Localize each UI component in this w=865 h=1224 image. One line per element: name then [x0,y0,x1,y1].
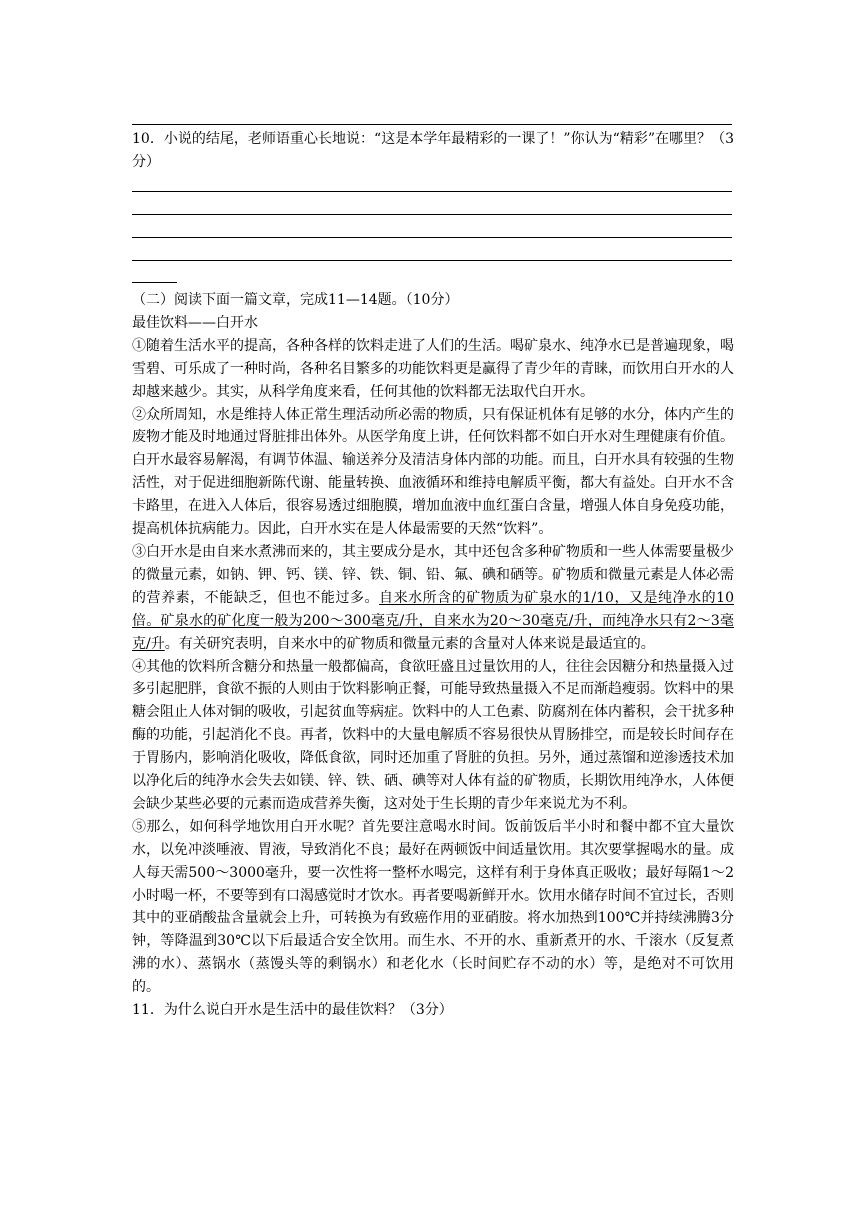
answer-line-4[interactable] [132,260,732,261]
answer-line-1[interactable] [132,191,732,192]
paragraph-3-tail: 。有关研究表明，自来水中的矿物质和微量元素的含量对人体来说是最适宜的。 [164,635,655,652]
paragraph-3-text: ③白开水是由自来水煮沸而来的，其主要成分是水，其中还包含多种矿物质和一些人体需要量极少的微量元素，如钠、钾、钙、镁、锌、铁、铜、铅、氟、碘和硒等。矿物质和微量元素是人体必需的营养素，不能缺乏，但也不能过多。 [132,543,734,606]
answer-line-3[interactable] [132,237,732,238]
answer-line-top [132,124,732,125]
section-intro: （二）阅读下面一篇文章，完成11—14题。（10分） [132,292,459,308]
question-10: 10．小说的结尾，老师语重心长地说：“这是本学年最精彩的一课了！”你认为“精彩”在哪里？（3分） [132,131,734,170]
answer-line-2[interactable] [132,214,732,215]
paragraph-3 [132,541,734,656]
paragraph-4: ④其他的饮料所含糖分和热量一般都偏高，食欲旺盛且过量饮用的人，往往会因糖分和热量摄入过多引起肥胖，食欲不振的人则由于饮料影响正餐，可能导致热量摄入不足而渐趋瘦弱。饮料中的果糖会阻止人体对铜的吸收，引起贫血等病症。饮料中的人工色素、防腐剂在体内蓄积，会干扰多种酶的功能，引起消化不良。再者，饮料中的大量电解质不容易很快从胃肠排空，而是较长时间存在于胃肠内，影响消化吸收，降低食欲，同时还加重了肾脏的负担。另外，通过蒸馏和逆渗透技术加以净化后的纯净水会失去如镁、锌、铁、硒、碘等对人体有益的矿物质，长期饮用纯净水，人体便会缺少某些必要的元素而造成营养失衡，这对处于生长期的青少年来说尤为不利。 [132,658,734,812]
section-divider [132,282,177,283]
paragraph-2: ②众所周知，水是维持人体正常生理活动所必需的物质，只有保证机体有足够的水分，体内产生的废物才能及时地通过肾脏排出体外。从医学角度上讲，任何饮料都不如白开水对生理健康有价值。白开水最容易解渴，有调节体温、输送养分及清洁身体内部的功能。而且，白开水具有较强的生物活性，对于促进细胞新陈代谢、能量转换、血液循环和维持电解质平衡，都大有益处。白开水不含卡路里，在进入人体后，很容易透过细胞膜，增加血液中血红蛋白含量，增强人体自身免疫功能，提高机体抗病能力。因此，白开水实在是人体最需要的天然“饮料”。 [132,406,734,538]
paragraph-1: ①随着生活水平的提高，各种各样的饮料走进了人们的生活。喝矿泉水、纯净水已是普遍现象，喝雪碧、可乐成了一种时尚，各种名目繁多的功能饮料更是赢得了青少年的青睐，而饮用白开水的人却越来越少。其实，从科学角度来看，任何其他的饮料都无法取代白开水。 [132,337,734,400]
article-title: 最佳饮料——白开水 [132,314,258,331]
underlined-sentence: 自来水所含的矿物质为矿泉水的1/10，又是纯净水的10倍。矿泉水的矿化度一般为200～300毫克/升，自来水为20～30毫克/升，而纯净水只有2～3毫克/升 [132,589,734,652]
question-11: 11．为什么说白开水是生活中的最佳饮料？（3分） [132,1002,453,1019]
reading-section [132,289,734,1022]
paragraph-5: ⑤那么，如何科学地饮用白开水呢？首先要注意喝水时间。饭前饭后半小时和餐中都不宜大量饮水，以免冲淡唾液、胃液，导致消化不良；最好在两顿饭中间适量饮用。其次要掌握喝水的量。成人每天需500～3000毫升，要一次性将一整杯水喝完，这样有利于身体真正吸收；最好每隔1～2小时喝一杯，不要等到有口渴感觉时才饮水。再者要喝新鲜开水。饮用水储存时间不宜过长，否则其中的亚硝酸盐含量就会上升，可转换为有致癌作用的亚硝胺。将水加热到100℃并持续沸腾3分钟，等降温到30℃以下后最适合安全饮用。而生水、不开的水、重新煮开的水、千滚水（反复煮沸的水）、蒸锅水（蒸馒头等的剩锅水）和老化水（长时间贮存不动的水）等，是绝对不可饮用的。 [132,818,734,996]
